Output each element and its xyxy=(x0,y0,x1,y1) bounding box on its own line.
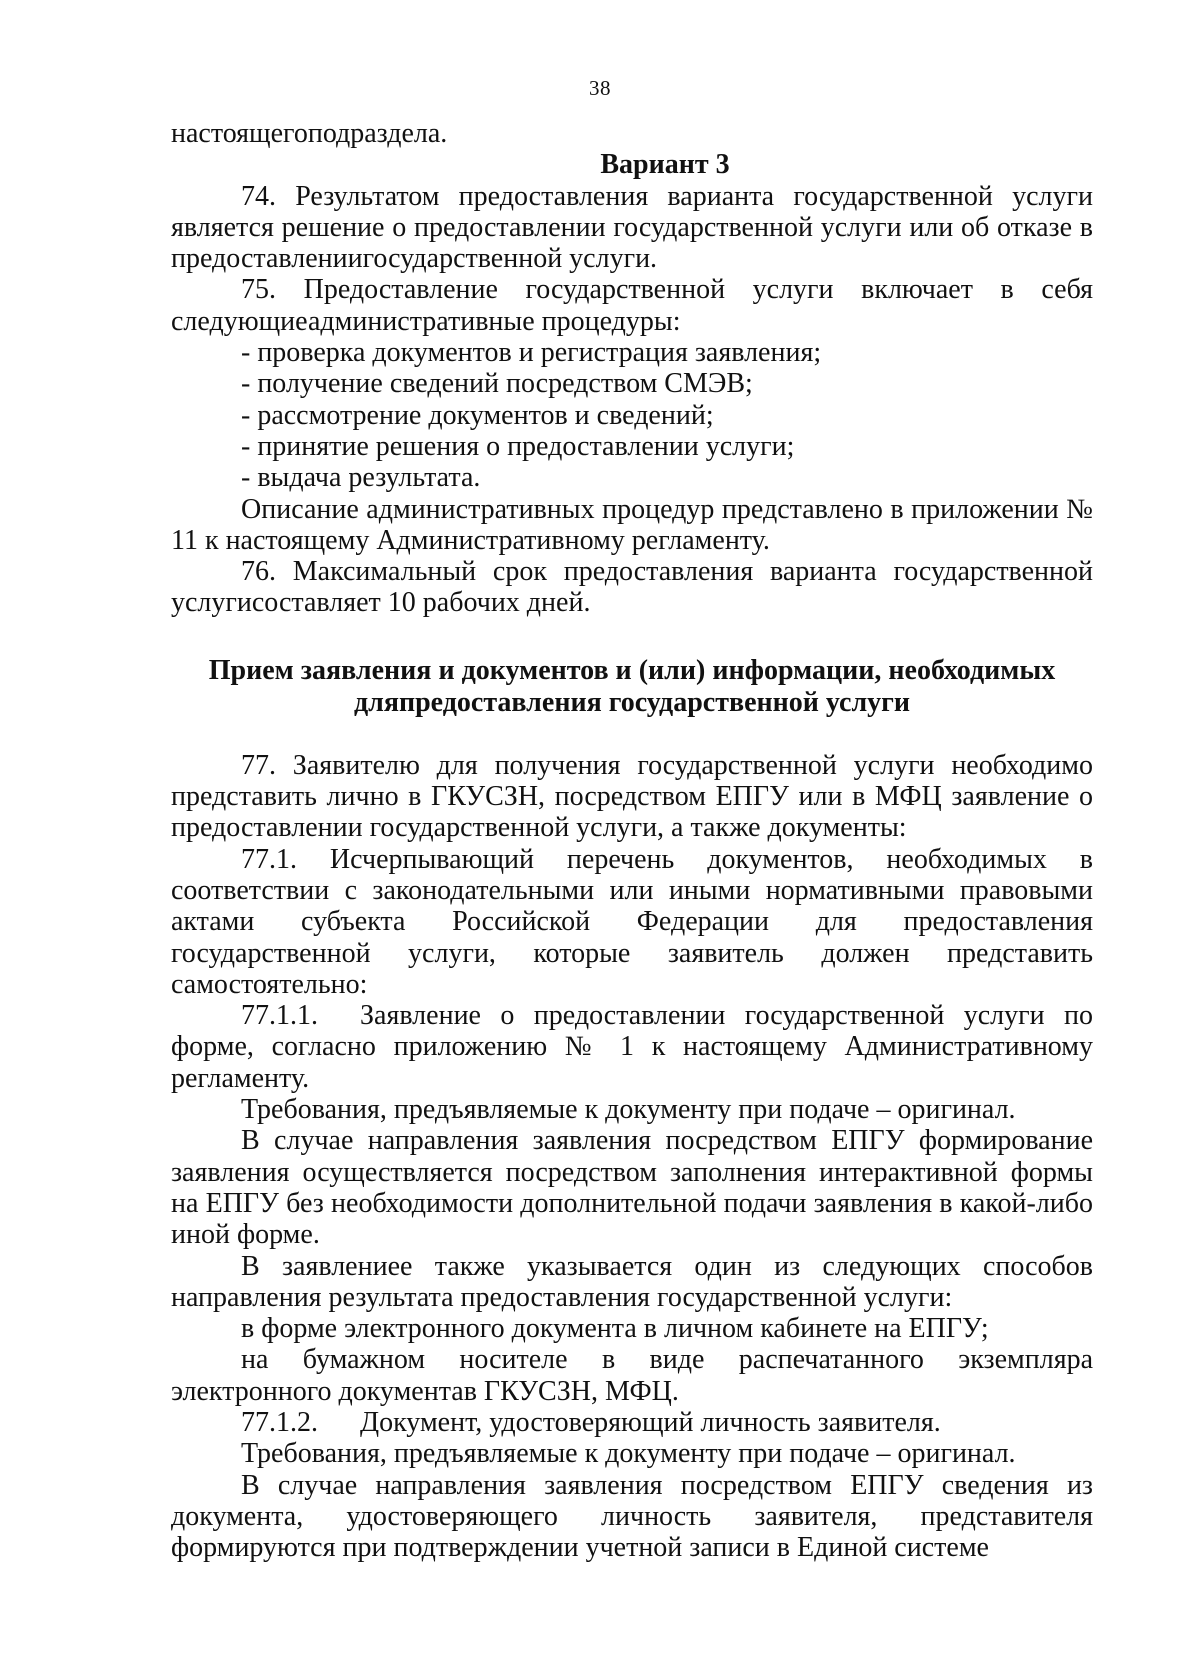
paragraph-75: 75. Предоставление государственной услуги включает в себя следующиеадминистративные процедуры: xyxy=(171,274,1093,337)
clause-number: 77.1.2. xyxy=(241,1406,318,1438)
paragraph-76: 76. Максимальный срок предоставления варианта государственной услугисоставляет 10 рабочих дней. xyxy=(171,556,1093,619)
paragraph-continuation: настоящегоподраздела. xyxy=(171,118,448,149)
procedure-list-item: - выдача результата. xyxy=(241,462,481,494)
paragraph-epgu-form: В случае направления заявления посредством ЕПГУ формирование заявления осуществляется посредством заполнения интерактивной формы на ЕПГУ без необходимости дополнительной подачи заявления в какой-либо иной форме. xyxy=(171,1125,1093,1251)
paragraph-74: 74. Результатом предоставления варианта государственной услуги является решение о предоставлении государственной услуги или об отказе в предоставлениигосударственной услуги. xyxy=(171,180,1093,275)
section-heading xyxy=(171,655,1093,719)
paragraph-result-methods: В заявлениее также указывается один из следующих способов направления результата предоставления государственной услуги: xyxy=(171,1250,1093,1313)
page-number: 38 xyxy=(589,76,611,100)
variant-heading: Вариант 3 xyxy=(600,149,730,181)
paragraph-77: 77. Заявителю для получения государственной услуги необходимо представить лично в ГКУСЗН, посредством ЕПГУ или в МФЦ заявление о предоставлении государственной услуги, а также документы: xyxy=(171,749,1093,844)
clause-number: 77.1.1. xyxy=(241,1000,318,1032)
paragraph-method-electronic: в форме электронного документа в личном кабинете на ЕПГУ; xyxy=(241,1313,989,1345)
section-heading-line-2: дляпредоставления государственной услуги xyxy=(353,686,911,718)
procedure-list-item: - принятие решения о предоставлении услуги; xyxy=(241,430,795,462)
procedure-list-item: - рассмотрение документов и сведений; xyxy=(241,399,714,431)
paragraph-77-1-1 xyxy=(171,1000,1093,1094)
clause-text: Документ, удостоверяющий личность заявителя. xyxy=(360,1406,941,1438)
paragraph-77-1: 77.1. Исчерпывающий перечень документов, необходимых в соответствии с законодательными или иными нормативными правовыми актами субъекта Российской Федерации для предоставления государственной услуги, которые заявитель должен представить самостоятельно: xyxy=(171,843,1093,1000)
paragraph-requirements-2: Требования, предъявляемые к документу при подаче – оригинал. xyxy=(241,1438,1016,1470)
paragraph-procedure-description: Описание административных процедур представлено в приложении № 11 к настоящему Административному регламенту. xyxy=(171,493,1093,556)
paragraph-method-paper: на бумажном носителе в виде распечатанного экземпляра электронного документав ГКУСЗН, МФЦ. xyxy=(171,1344,1093,1407)
paragraph-requirements-1: Требования, предъявляемые к документу при подаче – оригинал. xyxy=(241,1094,1016,1126)
procedure-list-item: - получение сведений посредством СМЭВ; xyxy=(241,368,753,400)
procedure-list-item: - проверка документов и регистрация заявления; xyxy=(241,337,822,369)
clause-text: Заявление о предоставлении государственной услуги по форме, согласно приложению № 1 к настоящему Административному регламенту. xyxy=(171,1000,1093,1094)
section-heading-line-1: Прием заявления и документов и (или) информации, необходимых xyxy=(208,654,1056,686)
paragraph-epgu-identity: В случае направления заявления посредством ЕПГУ сведения из документа, удостоверяющего личность заявителя, представителя формируются при подтверждении учетной записи в Единой системе xyxy=(171,1469,1093,1564)
document-body xyxy=(171,118,1093,1563)
paragraph-77-1-2 xyxy=(171,1407,1093,1438)
